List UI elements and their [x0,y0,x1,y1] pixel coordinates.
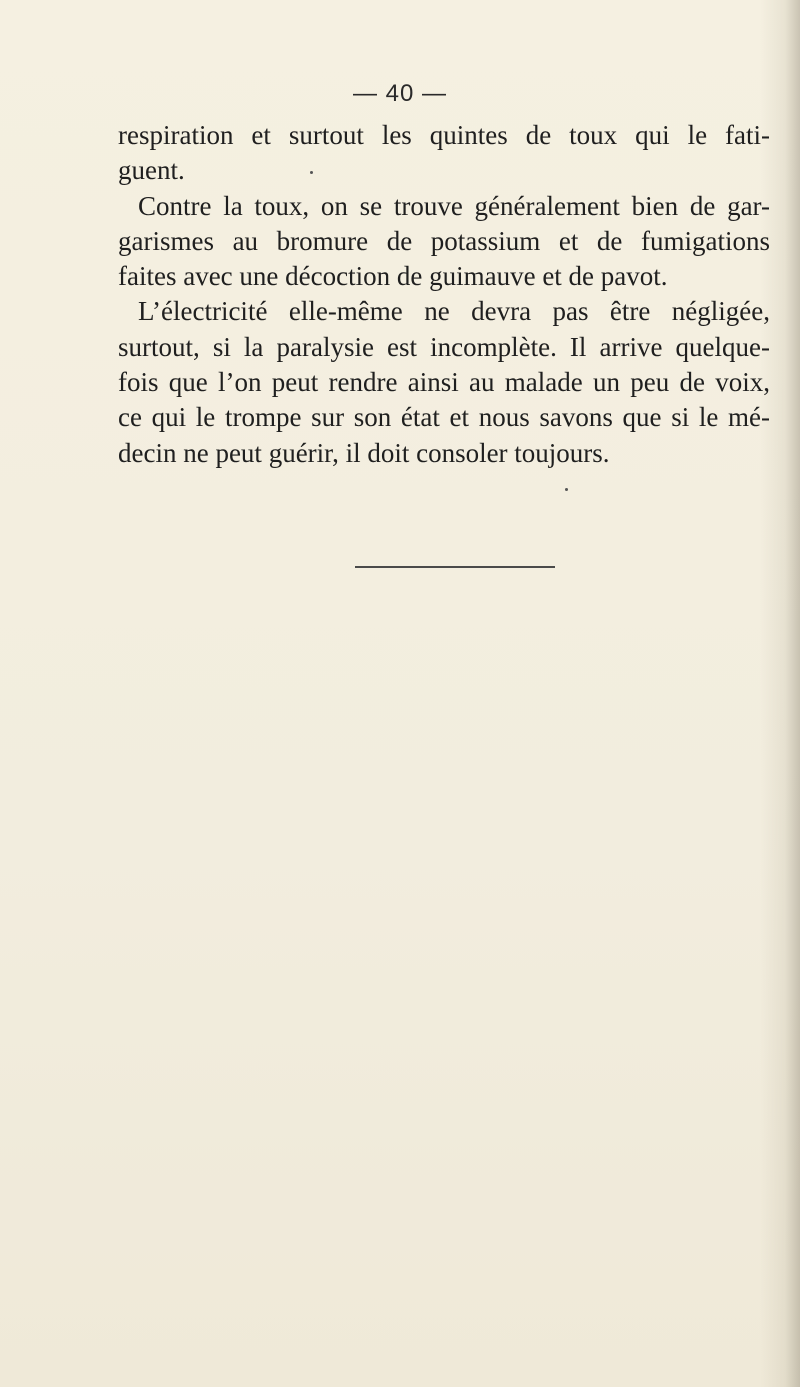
page-number: — 40 — [352,80,448,107]
section-divider [355,566,555,568]
text-line: L’électricité elle-même ne devra pas être négligée, [138,296,770,327]
text-line: surtout, si la paralysie est incomplète. Il arrive quelque- [118,331,770,362]
paper-speck [565,488,568,491]
text-line: respiration et surtout les quintes de toux qui le fati- [118,120,770,150]
text-line: Contre la toux, on se trouve généralement bien de gar- [138,190,770,221]
text-line: ce qui le trompe sur son état et nous savons que si le mé- [118,402,770,433]
text-line: decin ne peut guérir, il doit consoler toujours. [118,437,610,468]
text-line: faites avec une décoction de guimauve et de pavot. [118,261,668,292]
paper-speck [310,171,313,174]
text-line: garismes au bromure de potassium et de fumigations [118,225,770,256]
text-line: guent. [118,155,185,186]
text-line: fois que l’on peut rendre ainsi au malade un peu de voix, [118,367,770,398]
body-text [118,118,770,471]
